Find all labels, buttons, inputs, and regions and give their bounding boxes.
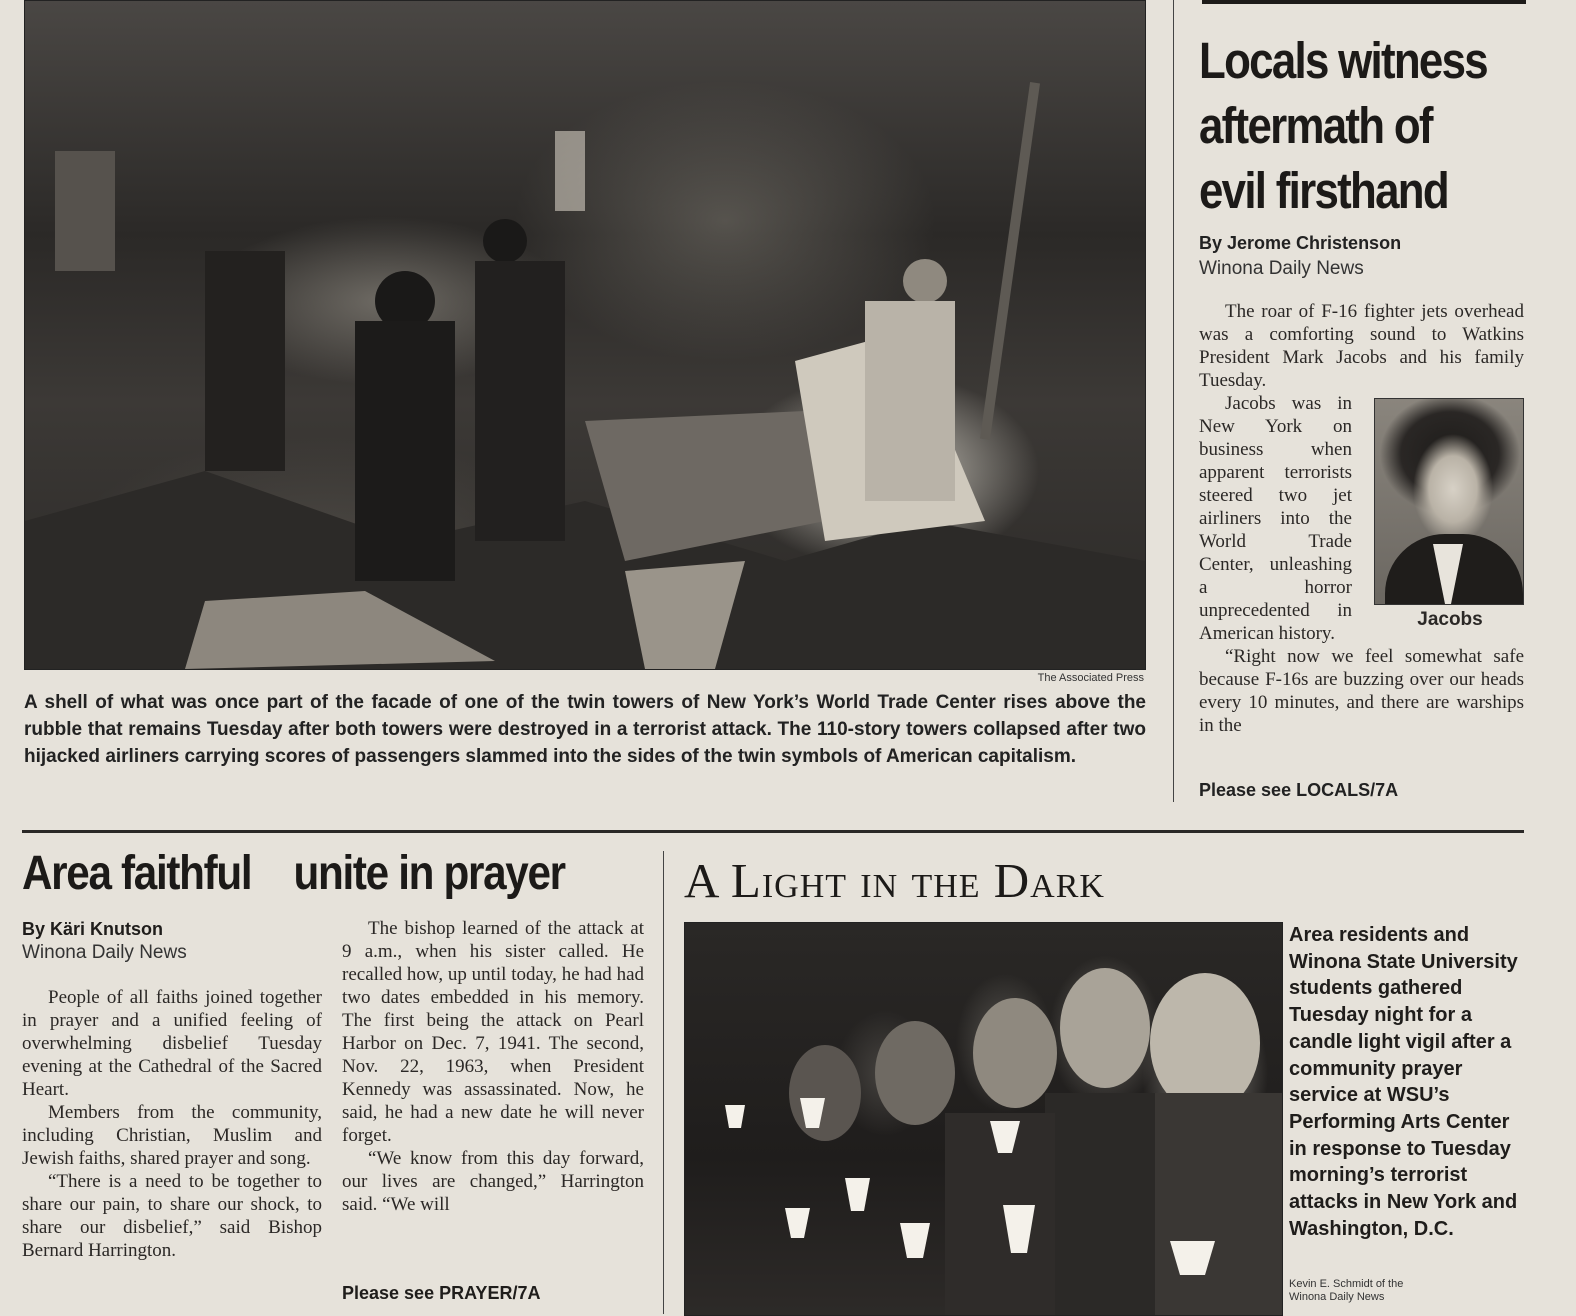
locals-headline: Locals witness aftermath of evil firsthand [1199, 32, 1487, 219]
prayer-paragraph: “We know from this day forward, our lives are changed,” Harrington said. “We will [342, 1148, 644, 1215]
photo-credit: The Associated Press [1037, 672, 1144, 684]
prayer-headline [22, 846, 568, 901]
prayer-paragraph: The bishop learned of the attack at 9 a.m., when his sister called. He recalled how, up until today, he had had two dates embedded in his memory. The first being the attack on Pearl Harbor on Dec. 7, 1941. The second, Nov. 22, 1963, when President Kennedy was assassinated. Now, he said, he had a new date he will never forget. [342, 918, 644, 1146]
column-divider [1173, 0, 1174, 802]
locals-jump-line: Please see LOCALS/7A [1199, 780, 1399, 800]
prayer-headline-part2: unite in prayer [293, 847, 565, 900]
candle-photo-shapes [685, 923, 1282, 1315]
prayer-paragraph: “There is a need to be together to share our pain, to share our shock, to share our disbelief,” said Bishop Bernard Harrington. [22, 1171, 322, 1261]
locals-body [1199, 300, 1524, 737]
prayer-byline: By Käri Knutson [22, 919, 164, 939]
locals-paragraph: “Right now we feel somewhat safe because F-16s are buzzing over our heads every 10 minutes, and there are warships in the [1199, 646, 1524, 736]
prayer-paragraph: People of all faiths joined together in prayer and a unified feeling of overwhelming disbelief Tuesday evening at the Cathedral of the Sacred Heart. [22, 987, 322, 1100]
prayer-headline-part1: Area faithful [22, 847, 252, 900]
vigil-headline: A Light in the Dark [684, 853, 1105, 908]
section-divider [22, 830, 1524, 833]
vigil-photo-credit [1289, 1278, 1489, 1304]
vigil-credit-line: Winona Daily News [1289, 1291, 1385, 1303]
locals-paragraph: Jacobs was in New York on business when apparent terrorists steered two jet airliners into the World Trade Center, unleashing a horror unprecedented in American history. [1199, 393, 1352, 644]
vigil-caption: Area residents and Winona State University students gathered Tuesday night for a candle light vigil after a community prayer service at WSU’s Performing Arts Center in response to Tuesday morning’s terrorist attacks in New York and Washington, D.C. [1289, 924, 1518, 1240]
prayer-column-1 [22, 986, 322, 1262]
prayer-paragraph: Members from the community, including Christian, Muslim and Jewish faiths, shared prayer and song. [22, 1102, 322, 1169]
photo-caption: A shell of what was once part of the facade of one of the twin towers of New York’s World Trade Center rises above the rubble that remains Tuesday after both towers were destroyed in a terrorist attack. The 110-story towers collapsed after two hijacked airliners carrying scores of passengers slammed into the sides of the twin symbols of American capitalism. [24, 692, 1146, 767]
rubble-photo-shapes [25, 1, 1145, 669]
locals-byline: By Jerome Christenson [1199, 233, 1402, 253]
locals-publication: Winona Daily News [1199, 258, 1364, 279]
jacobs-photo-label: Jacobs [1417, 609, 1483, 630]
locals-paragraph: The roar of F-16 fighter jets overhead was a comforting sound to Watkins President Mark Jacobs and his family Tuesday. [1199, 301, 1524, 391]
prayer-column-2 [342, 917, 644, 1216]
column-top-bar [1202, 0, 1526, 4]
jacobs-portrait [1374, 398, 1524, 605]
rubble-photo [24, 0, 1146, 670]
vigil-credit-line: Kevin E. Schmidt of the [1289, 1278, 1404, 1290]
candle-vigil-photo [684, 922, 1283, 1316]
bottom-column-divider [663, 851, 664, 1314]
prayer-jump-line: Please see PRAYER/7A [342, 1283, 541, 1303]
prayer-publication: Winona Daily News [22, 942, 187, 963]
